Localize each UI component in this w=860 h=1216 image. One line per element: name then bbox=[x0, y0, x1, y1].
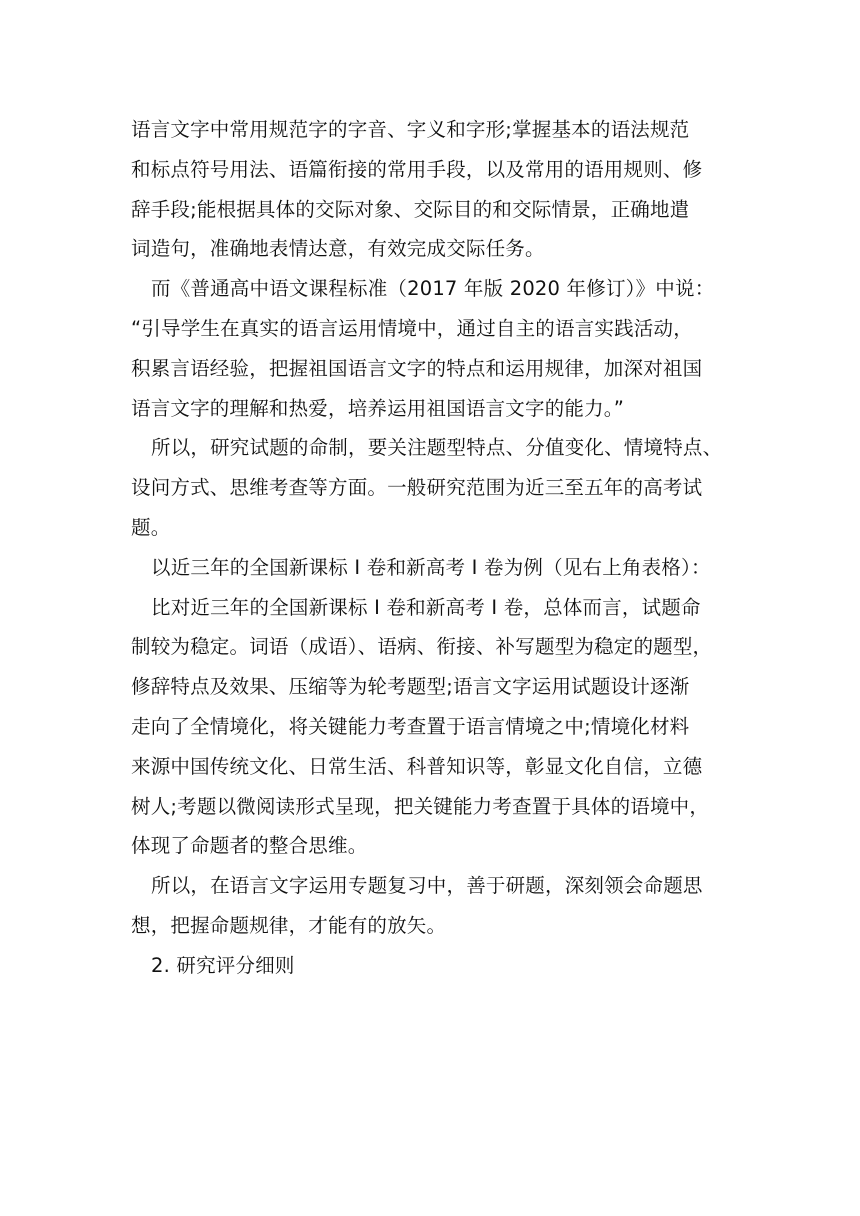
text-line: 想，把握命题规律，才能有的放矢。 bbox=[131, 913, 447, 937]
text-line: 而《普通高中语文课程标准（2017 年版 2020 年修订）》中说： bbox=[151, 277, 715, 301]
text-line: 语言文字的理解和热爱，培养运用祖国语言文字的能力。” bbox=[131, 396, 625, 420]
text-line: “引导学生在真实的语言运用情境中，通过自主的语言实践活动， bbox=[131, 316, 693, 340]
text-line: 和标点符号用法、语篇衔接的常用手段，以及常用的语用规则、修 bbox=[131, 157, 703, 181]
text-line: 词造句，准确地表情达意，有效完成交际任务。 bbox=[131, 237, 545, 261]
paragraph-comparison-analysis bbox=[131, 588, 731, 867]
text-line: 语言文字中常用规范字的字音、字义和字形;掌握基本的语法规范 bbox=[131, 118, 690, 141]
paragraph-review-conclusion bbox=[131, 866, 731, 946]
text-line: 所以，研究试题的命制，要关注题型特点、分值变化、情境特点、 bbox=[151, 436, 723, 460]
text-line: 制较为稳定。词语（成语）、语病、衔接、补写题型为稳定的题型， bbox=[131, 635, 713, 659]
text-line: 体现了命题者的整合思维。 bbox=[131, 834, 368, 858]
text-line: 积累言语经验，把握祖国语言文字的特点和运用规律，加深对祖国 bbox=[131, 356, 703, 380]
paragraph-research-questions bbox=[131, 428, 731, 547]
section-heading-text: 2. 研究评分细则 bbox=[151, 953, 295, 977]
text-line: 比对近三年的全国新课标 I 卷和新高考 I 卷，总体而言，试题命 bbox=[151, 595, 701, 619]
text-line: 树人;考题以微阅读形式呈现，把关键能力考查置于具体的语境中， bbox=[131, 794, 710, 818]
text-line: 走向了全情境化，将关键能力考查置于语言情境之中;情境化材料 bbox=[131, 714, 690, 738]
text-line: 来源中国传统文化、日常生活、科普知识等，彰显文化自信，立德 bbox=[131, 754, 703, 778]
text-line: 所以，在语言文字运用专题复习中，善于研题，深刻领会命题思 bbox=[151, 874, 703, 898]
paragraph-example-reference bbox=[131, 548, 731, 588]
paragraph-standards-requirements bbox=[131, 110, 731, 269]
text-line: 题。 bbox=[131, 515, 171, 539]
document-body bbox=[131, 110, 731, 986]
text-line: 修辞特点及效果、压缩等为轮考题型;语言文字运用试题设计逐渐 bbox=[131, 675, 690, 699]
section-heading bbox=[131, 946, 731, 986]
text-line: 以近三年的全国新课标 I 卷和新高考 I 卷为例（见右上角表格）： bbox=[151, 555, 711, 579]
text-line: 辞手段;能根据具体的交际对象、交际目的和交际情景，正确地遣 bbox=[131, 197, 690, 221]
text-line: 设问方式、思维考查等方面。一般研究范围为近三至五年的高考试 bbox=[131, 476, 703, 500]
paragraph-curriculum-quote bbox=[131, 269, 731, 428]
